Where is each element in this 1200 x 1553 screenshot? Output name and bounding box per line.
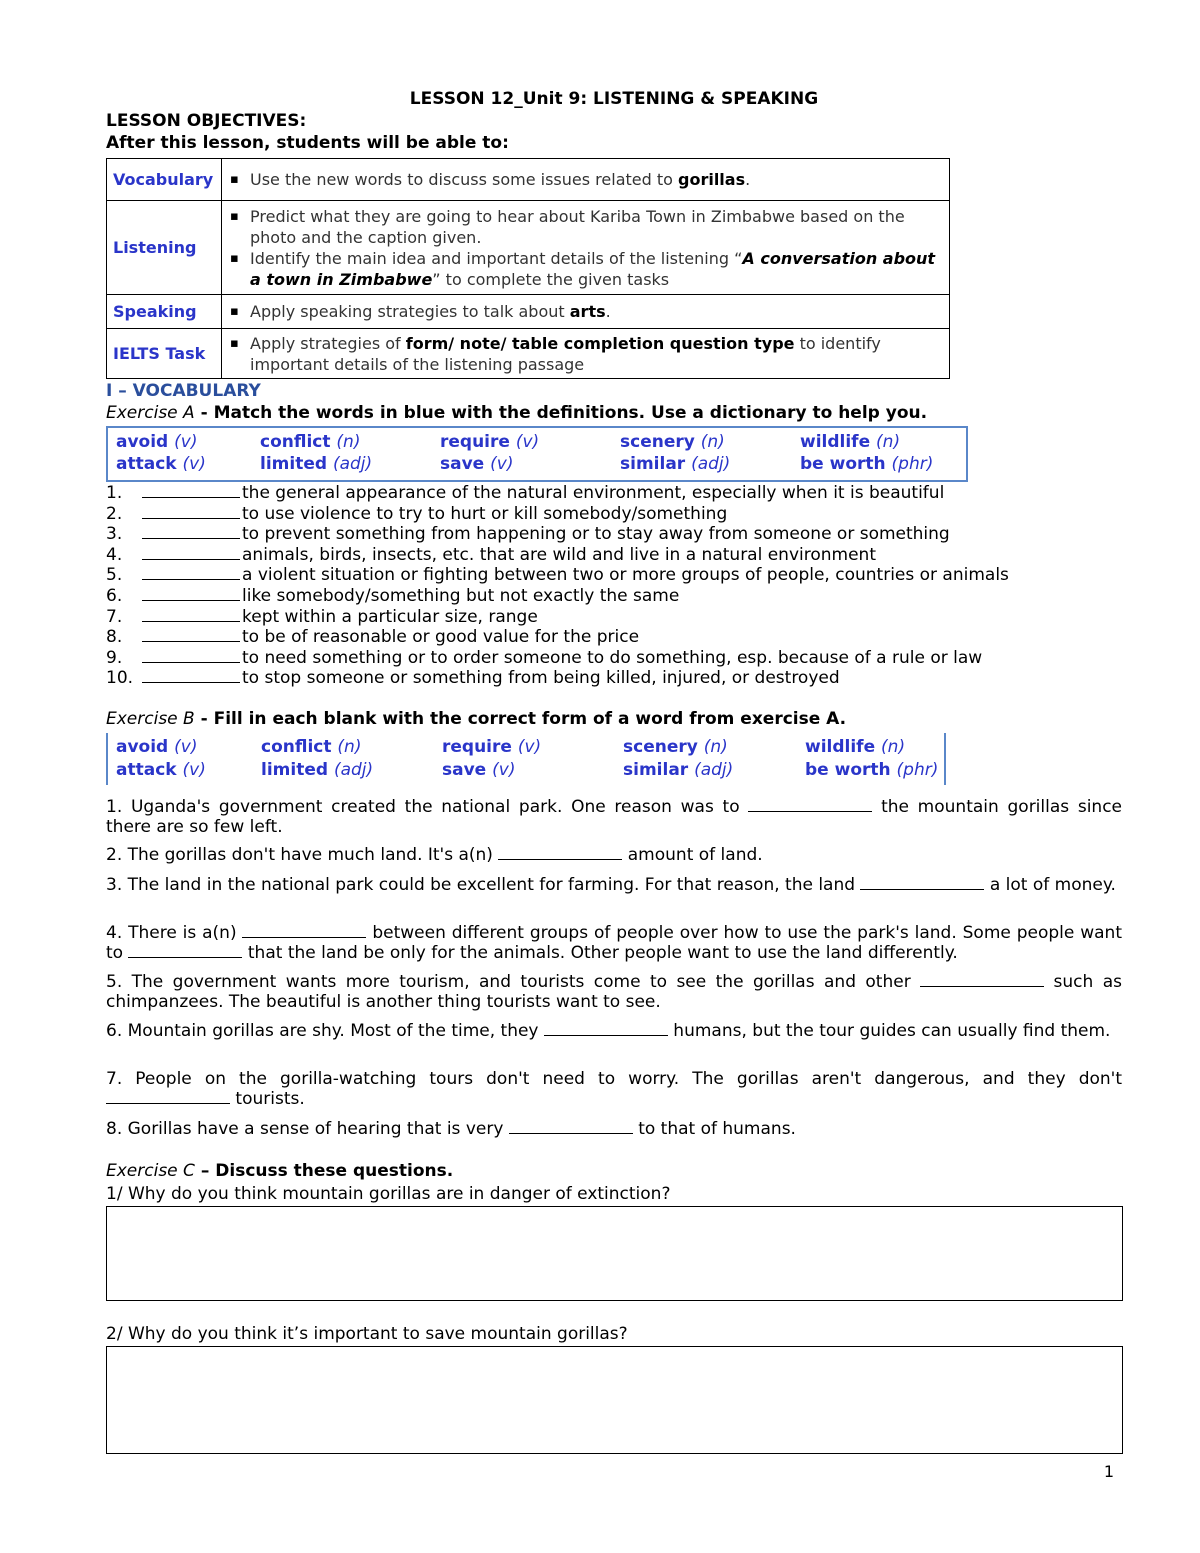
page-title: LESSON 12_Unit 9: LISTENING & SPEAKING bbox=[409, 89, 819, 109]
objective-label-speaking: Speaking bbox=[107, 295, 222, 329]
exercise-b-item-4: 4. There is a(n) between different groups of people over how to use the park's land. Some people want to that the land be only for the animals. Other people want to use the land differently. bbox=[106, 923, 1122, 963]
page-number: 1 bbox=[1103, 1462, 1114, 1481]
answer-blank[interactable] bbox=[498, 845, 622, 860]
objectives-table bbox=[106, 158, 950, 379]
answer-blank[interactable] bbox=[544, 1021, 668, 1036]
answer-blank[interactable] bbox=[509, 1119, 633, 1134]
word-scenery: scenery (n) bbox=[623, 737, 728, 757]
exercise-b-item-1: 1. Uganda's government created the national park. One reason was to the mountain gorillas since there are so few left. bbox=[106, 797, 1123, 837]
question-1: 1/ Why do you think mountain gorillas are in danger of extinction? bbox=[106, 1184, 671, 1204]
word-conflict: conflict (n) bbox=[261, 737, 362, 757]
definitions-list bbox=[106, 482, 1009, 688]
word-box-b bbox=[106, 733, 946, 785]
word-scenery: scenery (n) bbox=[620, 432, 725, 452]
answer-blank[interactable] bbox=[142, 544, 240, 560]
answer-blank[interactable] bbox=[860, 875, 984, 890]
definition-row: 4. animals, birds, insects, etc. that are wild and live in a natural environment bbox=[106, 544, 876, 565]
objective-item: ▪ Use the new words to discuss some issues related to gorillas. bbox=[250, 169, 941, 190]
objective-label-vocabulary: Vocabulary bbox=[107, 159, 222, 201]
answer-blank[interactable] bbox=[142, 626, 240, 642]
answer-blank[interactable] bbox=[142, 647, 240, 663]
exercise-b-heading: Exercise B - Fill in each blank with the correct form of a word from exercise A. bbox=[106, 709, 847, 729]
answer-blank[interactable] bbox=[142, 585, 240, 601]
section-vocabulary: I – VOCABULARY bbox=[106, 381, 261, 401]
objective-item: ▪ Apply speaking strategies to talk about arts. bbox=[250, 301, 941, 322]
word-be-worth: be worth (phr) bbox=[805, 760, 939, 780]
word-save: save (v) bbox=[440, 454, 514, 474]
word-limited: limited (adj) bbox=[261, 760, 374, 780]
answer-blank[interactable] bbox=[920, 972, 1044, 987]
word-require: require (v) bbox=[442, 737, 542, 757]
question-2: 2/ Why do you think it’s important to save mountain gorillas? bbox=[106, 1324, 628, 1344]
definition-row: 8. to be of reasonable or good value for the price bbox=[106, 627, 640, 648]
word-attack: attack (v) bbox=[116, 454, 206, 474]
exercise-b-item-6: 6. Mountain gorillas are shy. Most of the time, they humans, but the tour guides can usually find them. bbox=[106, 1021, 1111, 1041]
definition-row: 5. a violent situation or fighting between two or more groups of people, countries or animals bbox=[106, 565, 1009, 586]
definition-row: 9. to need something or to order someone to do something, esp. because of a rule or law bbox=[106, 647, 983, 668]
word-save: save (v) bbox=[442, 760, 516, 780]
objectives-heading: LESSON OBJECTIVES: bbox=[106, 111, 307, 131]
answer-box-2[interactable] bbox=[106, 1346, 1123, 1454]
definition-row: 10. to stop someone or something from being killed, injured, or destroyed bbox=[106, 668, 840, 689]
answer-blank[interactable] bbox=[242, 923, 366, 938]
answer-blank[interactable] bbox=[142, 606, 240, 622]
word-conflict: conflict (n) bbox=[260, 432, 361, 452]
answer-box-1[interactable] bbox=[106, 1206, 1123, 1301]
objectives-intro: After this lesson, students will be able to: bbox=[106, 133, 509, 153]
word-box-a bbox=[106, 426, 968, 482]
word-attack: attack (v) bbox=[116, 760, 206, 780]
objective-item: ▪ Predict what they are going to hear about Kariba Town in Zimbabwe based on the photo and the caption given. bbox=[250, 206, 941, 248]
answer-blank[interactable] bbox=[142, 564, 240, 580]
answer-blank[interactable] bbox=[748, 797, 872, 812]
answer-blank[interactable] bbox=[142, 503, 240, 519]
word-similar: similar (adj) bbox=[620, 454, 731, 474]
definition-row: 1. the general appearance of the natural environment, especially when it is beautiful bbox=[106, 483, 945, 503]
answer-blank[interactable] bbox=[128, 943, 242, 958]
definition-row: 2. to use violence to try to hurt or kill somebody/something bbox=[106, 503, 728, 524]
objective-item: ▪ Identify the main idea and important details of the listening “A conversation about a town in Zimbabwe” to complete the given tasks bbox=[250, 248, 941, 290]
word-be-worth: be worth (phr) bbox=[800, 454, 934, 474]
word-wildlife: wildlife (n) bbox=[805, 737, 906, 757]
word-wildlife: wildlife (n) bbox=[800, 432, 901, 452]
word-limited: limited (adj) bbox=[260, 454, 373, 474]
answer-blank[interactable] bbox=[106, 1089, 230, 1104]
exercise-a-heading: Exercise A - Match the words in blue with the definitions. Use a dictionary to help you. bbox=[106, 403, 928, 423]
exercise-b-item-2: 2. The gorillas don't have much land. It's a(n) amount of land. bbox=[106, 845, 763, 865]
definition-row: 6. like somebody/something but not exactly the same bbox=[106, 585, 680, 606]
word-avoid: avoid (v) bbox=[116, 432, 198, 452]
word-similar: similar (adj) bbox=[623, 760, 734, 780]
exercise-c-heading: Exercise C – Discuss these questions. bbox=[106, 1161, 454, 1181]
exercise-b-item-3: 3. The land in the national park could be excellent for farming. For that reason, the land a lot of money. bbox=[106, 875, 1116, 895]
word-require: require (v) bbox=[440, 432, 540, 452]
definition-row: 7. kept within a particular size, range bbox=[106, 606, 538, 627]
answer-blank[interactable] bbox=[142, 482, 240, 498]
answer-blank[interactable] bbox=[142, 667, 240, 683]
exercise-b-item-5: 5. The government wants more tourism, and tourists come to see the gorillas and other such as chimpanzees. The beautiful is another thing tourists want to see. bbox=[106, 972, 1122, 1012]
objective-label-listening: Listening bbox=[107, 201, 222, 295]
word-avoid: avoid (v) bbox=[116, 737, 198, 757]
definition-row: 3. to prevent something from happening or to stay away from someone or something bbox=[106, 524, 950, 545]
exercise-b-item-8: 8. Gorillas have a sense of hearing that is very to that of humans. bbox=[106, 1119, 796, 1139]
exercise-b-item-7: 7. People on the gorilla-watching tours don't need to worry. The gorillas aren't dangerous, and they don't tourists. bbox=[106, 1069, 1122, 1109]
answer-blank[interactable] bbox=[142, 523, 240, 539]
objective-item: ▪ Apply strategies of form/ note/ table completion question type to identify important details of the listening passage bbox=[250, 333, 941, 375]
objective-label-ielts: IELTS Task bbox=[107, 329, 222, 379]
